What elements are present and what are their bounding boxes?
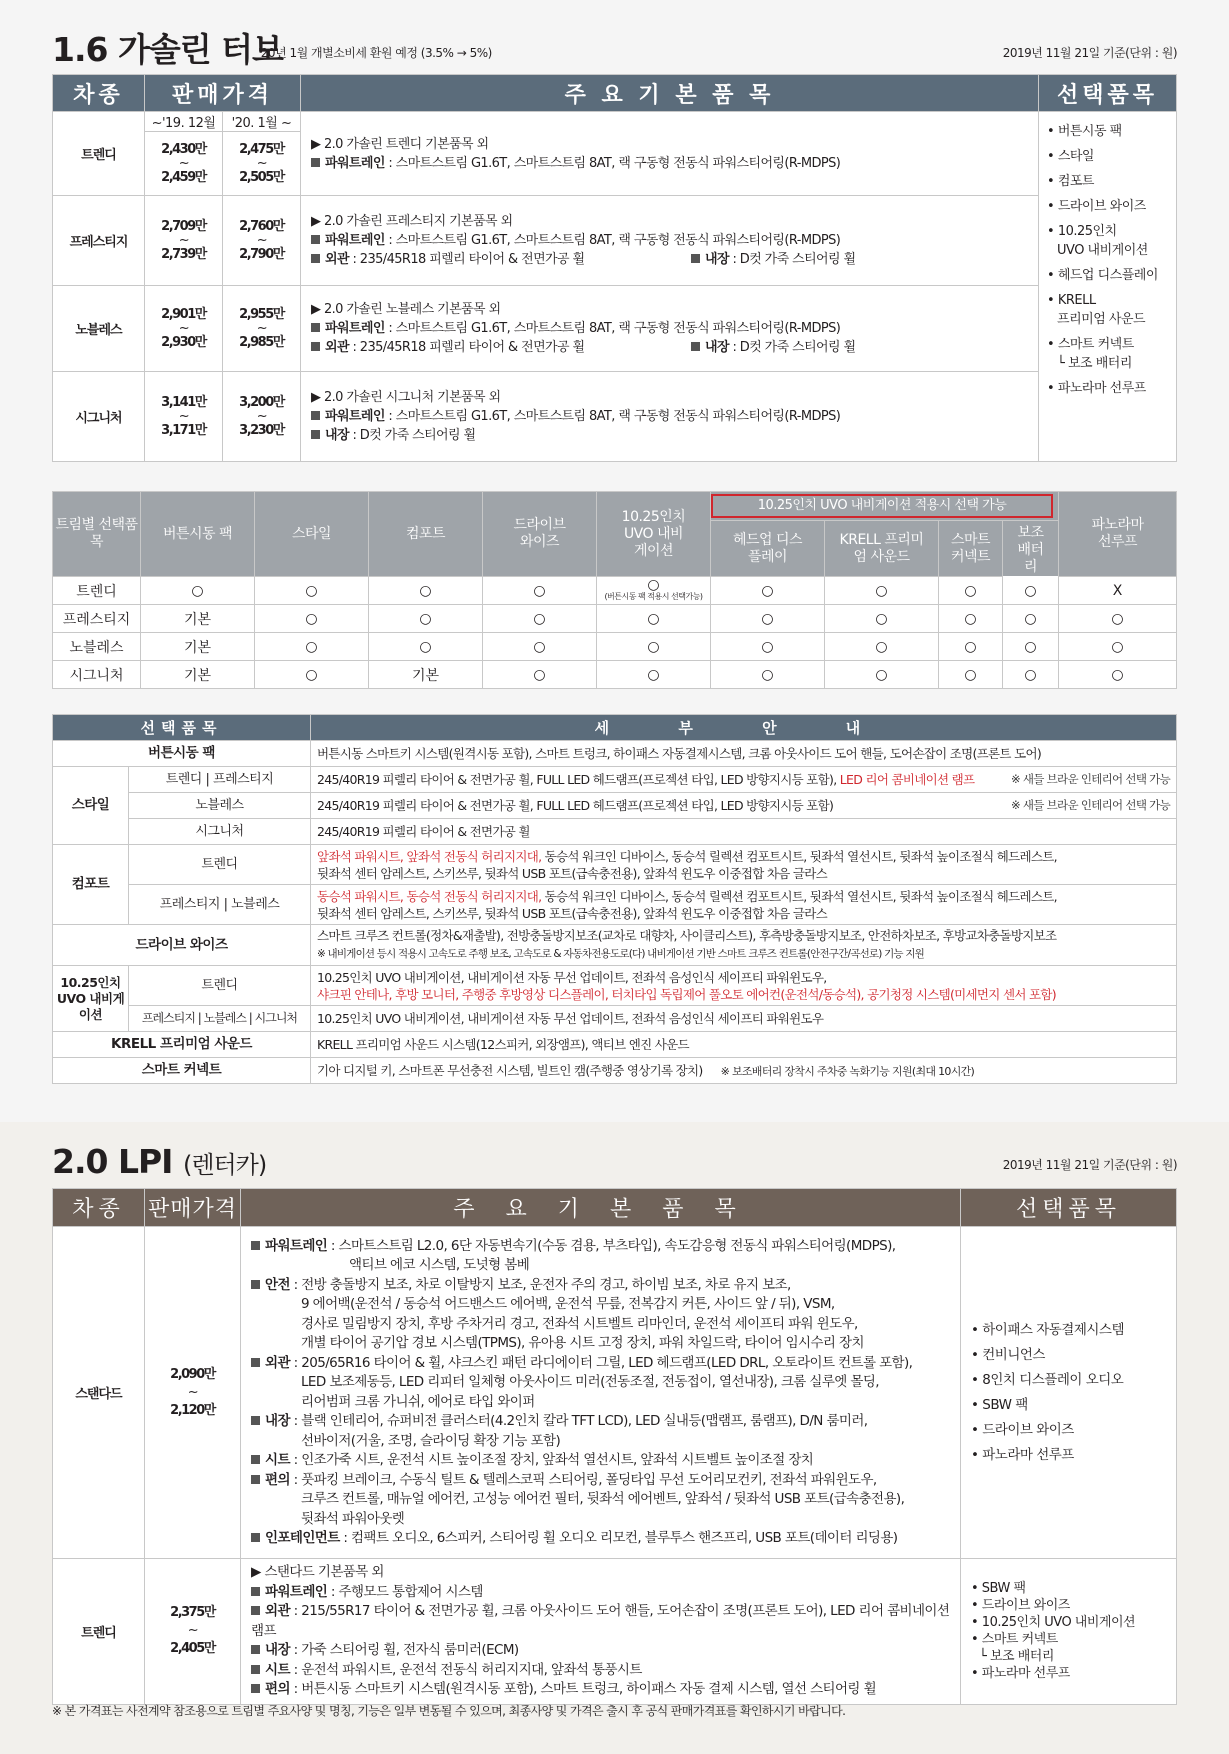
feature-cell: ▶ 2.0 가솔린 노블레스 기본품목 외 파워트레인 : 스마트스트림 G1.6T, 스마트스트림 8AT, 랙 구동형 전동식 파워스티어링(R-MDPS) 외관 : 235/45R18 피렐리 타이어 & 전면가공 휠 내장 : D컷 가죽 스티어링 휠 (301, 286, 1039, 372)
nav-option-group: 10.25인치 UVO 내비게이션 적용시 선택 가능 (711, 492, 1059, 521)
col-model: 차종 (53, 75, 145, 112)
trim-name: 트렌디 (53, 112, 145, 196)
col-options: 선택품목 (1039, 75, 1177, 112)
price-2020: 3,200만 ~ 3,230만 (223, 372, 301, 462)
matrix-h-krell: KRELL 프리미엄 사운드 (825, 521, 939, 577)
matrix-h-style: 스타일 (255, 492, 369, 577)
feature-cell: ▶ 2.0 가솔린 프레스티지 기본품목 외 파워트레인 : 스마트스트림 G1.6T, 스마트스트림 8AT, 랙 구동형 전동식 파워스티어링(R-MDPS) 외관 : 235/45R18 피렐리 타이어 & 전면가공 휠 내장 : D컷 가죽 스티어링 휠 (301, 196, 1039, 286)
lpi-table: 차종 판매가격 주 요 기 본 품 목 선택품목 스탠다드 2,090만 ~ 2,120만 파워트레인 : 스마트스트림 L2.0, 6단 자동변속기(수동 겸용, 부츠타입), 속도감응형 전동식 파워스티어링(MDPS), 액티브 에코 시스템, 도넛형 봄베 안전 : 전방 충돌방지 보조, 차로 이탈방지 보조, 운전자 주의 경고, 하이빔 보조, 차로 유지 보조, 9 에어백(운전석 / 동승석 어드밴스드 에어백, 운전석 무릎, 전복감지 커튼, 사이드 앞 / 뒤), VSM, 경사로 밀림방지 장치, 후방 주차거리 경고, 전좌석 시트벨트 리마인더, 운전석 세이프티 파워 윈도우, 개별 타이어 공기압 경보 시스템(TPMS), 유아용 시트 고정 장치, 파워 차일드락, 타이어 임시수리 장치 외관 : 205/65R16 타이어 & 휠, 샤크스킨 패턴 라디에이터 그릴, LED 헤드램프(LED DRL, 오토라이트 컨트롤 포함), LED 보조제동등, LED 리피터 일체형 아웃사이드 미러(전동조절, 전동접이, 열선내장), 크롬 실루엣 몰딩, 리어범퍼 크롬 가니쉬, 에어로 타입 와이퍼 내장 : 블랙 인테리어, 슈퍼비전 클러스터(4.2인치 칼라 TFT LCD), LED 실내등(맵램프, 룸램프), D/N 룸미러, 선바이저(거울, 조명, 슬라이딩 확장 기능 포함) 시트 : 인조가죽 시트, 운전석 시트 높이조절 장치, 앞좌석 열선시트, 앞좌석 시트벨트 높이조절 장치 편의 : 풋파킹 브레이크, 수동식 틸트 & 텔레스코픽 스티어링, 폴딩타입 무선 도어리모컨키, 전좌석 파워윈도우, 크루즈 컨트롤, 매뉴얼 에어컨, 고성능 에어컨 필터, 뒷좌석 에어벤트, 앞좌석 / 뒷좌석 USB 포트(급속충전용), 뒷좌석 파워아웃렛 인포테인먼트 : 컴팩트 오디오, 6스피커, 스티어링 휠 오디오 리모컨, 블루투스 핸즈프리, USB 포트(데이터 리딩용) • 하이패스 자동결제시스템 • 컨비니언스 • 8인치 디스플레이 오디오 • SBW 팩 • 드라이브 와이즈 • 파노라마 선루프 트렌디 2,375만 ~ 2,405만 ▶ 스탠다드 기본품목 외 파워트레인 : 주행모드 통합제어 시스템 외관 : 215/55R17 타이어 & 전면가공 휠, 크롬 아웃사이드 도어 핸들, 도어손잡이 조명(프론트 도어), LED 리어 콤비네이션 램프 내장 : 가죽 스티어링 휠, 전자식 룸미러(ECM) 시트 : 운전석 파워시트, 운전석 전동식 허리지지대, 앞좌석 통풍시트 편의 : 버튼시동 스마트키 시스템(원격시동 포함), 스마트 트렁크, 하이패스 자동 결제 시스템, 열선 스티어링 휠 • SBW 팩 • 드라이브 와이즈 • 10.25인치 UVO 내비게이션 • 스마트 커넥트 └ 보조 배터리 • 파노라마 선루프 (52, 1188, 1177, 1705)
matrix-h-trim: 트림별 선택품목 (53, 492, 141, 577)
detail-h-info: 세 부 안 내 (311, 715, 1177, 741)
matrix-h-nav: 10.25인치 UVO 내비게이션 (597, 492, 711, 577)
matrix-trim: 프레스티지 (53, 605, 141, 633)
price-2020: 2,955만 ~ 2,985만 (223, 286, 301, 372)
price-2019: 2,901만 ~ 2,930만 (145, 286, 223, 372)
feature-cell: ▶ 2.0 가솔린 시그니처 기본품목 외 파워트레인 : 스마트스트림 G1.6T, 스마트스트림 8AT, 랙 구동형 전동식 파워스티어링(R-MDPS) 내장 : D컷 가죽 스티어링 휠 (301, 372, 1039, 462)
std-feature-cell: 파워트레인 : 스마트스트림 L2.0, 6단 자동변속기(수동 겸용, 부츠타입), 속도감응형 전동식 파워스티어링(MDPS), 액티브 에코 시스템, 도넛형 봄베 안전 : 전방 충돌방지 보조, 차로 이탈방지 보조, 운전자 주의 경고, 하이빔 보조, 차로 유지 보조, 9 에어백(운전석 / 동승석 어드밴스드 에어백, 운전석 무릎, 전복감지 커튼, 사이드 앞 / 뒤), VSM, 경사로 밀림방지 장치, 후방 주차거리 경고, 전좌석 시트벨트 리마인더, 운전석 세이프티 파워 윈도우, 개별 타이어 공기압 경보 시스템(TPMS), 유아용 시트 고정 장치, 파워 차일드락, 타이어 임시수리 장치 외관 : 205/65R16 타이어 & 휠, 샤크스킨 패턴 라디에이터 그릴, LED 헤드램프(LED DRL, 오토라이트 컨트롤 포함), LED 보조제동등, LED 리피터 일체형 아웃사이드 미러(전동조절, 전동접이, 열선내장), 크롬 실루엣 몰딩, 리어범퍼 크롬 가니쉬, 에어로 타입 와이퍼 내장 : 블랙 인테리어, 슈퍼비전 클러스터(4.2인치 칼라 TFT LCD), LED 실내등(맵램프, 룸램프), D/N 룸미러, 선바이저(거울, 조명, 슬라이딩 확장 기능 포함) 시트 : 인조가죽 시트, 운전석 시트 높이조절 장치, 앞좌석 열선시트, 앞좌석 시트벨트 높이조절 장치 편의 : 풋파킹 브레이크, 수동식 틸트 & 텔레스코픽 스티어링, 폴딩타입 무선 도어리모컨키, 전좌석 파워윈도우, 크루즈 컨트롤, 매뉴얼 에어컨, 고성능 에어컨 필터, 뒷좌석 에어벤트, 앞좌석 / 뒷좌석 USB 포트(급속충전용), 뒷좌석 파워아웃렛 인포테인먼트 : 컴팩트 오디오, 6스피커, 스티어링 휠 오디오 리모컨, 블루투스 핸즈프리, USB 포트(데이터 리딩용) (241, 1227, 961, 1559)
trim-name: 노블레스 (53, 286, 145, 372)
matrix-h-hud: 헤드업 디스플레이 (711, 521, 825, 577)
trim-price-table (52, 74, 1177, 462)
tax-note: '20년 1월 개별소비세 환원 예정 (3.5% → 5%) (258, 46, 492, 60)
price-2020: 2,760만 ~ 2,790만 (223, 196, 301, 286)
matrix-h-sunroof: 파노라마 선루프 (1059, 492, 1177, 577)
matrix-h-battery: 보조 배터리 (1003, 521, 1059, 577)
lpi-section (0, 1122, 1229, 1754)
feature-cell: ▶ 2.0 가솔린 트렌디 기본품목 외 파워트레인 : 스마트스트림 G1.6T, 스마트스트림 8AT, 랙 구동형 전동식 파워스티어링(R-MDPS) (301, 112, 1039, 196)
price-2019: 3,141만 ~ 3,171만 (145, 372, 223, 462)
matrix-h-drivewise: 드라이브 와이즈 (483, 492, 597, 577)
trim-name: 프레스티지 (53, 196, 145, 286)
price-2020: 2,475만 ~ 2,505만 (223, 132, 301, 196)
matrix-h-button: 버튼시동 팩 (141, 492, 255, 577)
trendy-option-list: • SBW 팩 • 드라이브 와이즈 • 10.25인치 UVO 내비게이션 • 스마트 커넥트 └ 보조 배터리 • 파노라마 선루프 (961, 1559, 1177, 1705)
option-matrix: 트림별 선택품목 버튼시동 팩 스타일 컴포트 드라이브 와이즈 10.25인치 UVO 내비게이션 10.25인치 UVO 내비게이션 적용시 선택 가능 파노라마 선루프 헤드업 디스플레이 KRELL 프리미엄 사운드 스마트 커넥트 보조 배터리 트렌디 ○ ○ ○ ○ ○ (버튼시동 팩 적용시 선택가능) ○ ○ ○ ○ X 프레스티지 기본 ○ ○ ○ ○ ○ ○ ○ ○ ○ 노블레스 기본 ○ ○ ○ ○ ○ ○ ○ ○ ○ 시그니처 기본 ○ 기본 ○ ○ ○ ○ ○ ○ ○ (52, 491, 1177, 689)
price-2019: 2,430만 ~ 2,459만 (145, 132, 223, 196)
period-label: '20. 1월 ~ (223, 112, 301, 132)
std-option-list: • 하이패스 자동결제시스템 • 컨비니언스 • 8인치 디스플레이 오디오 • SBW 팩 • 드라이브 와이즈 • 파노라마 선루프 (961, 1227, 1177, 1559)
matrix-h-smartconnect: 스마트 커넥트 (939, 521, 1003, 577)
matrix-h-comfort: 컴포트 (369, 492, 483, 577)
price-2019: 2,709만 ~ 2,739만 (145, 196, 223, 286)
section-title: 1.6 가솔린 터보 (52, 30, 283, 69)
matrix-trim: 시그니처 (53, 661, 141, 689)
option-detail-table: 선택품목 세 부 안 내 버튼시동 팩 버튼시동 스마트키 시스템(원격시동 포함), 스마트 트렁크, 하이패스 자동결제시스템, 크롬 아웃사이드 도어 핸들, 도어손잡이 조명(프론트 도어) 스타일 트렌디 | 프레스티지 ※ 새들 브라운 인테리어 선택 가능 245/40R19 피렐리 타이어 & 전면가공 휠, FULL LED 헤드램프(프로젝션 타입, LED 방향지시등 포함), LED 리어 콤비네이션 램프 노블레스 ※ 새들 브라운 인테리어 선택 가능 245/40R19 피렐리 타이어 & 전면가공 휠, FULL LED 헤드램프(프로젝션 타입, LED 방향지시등 포함) 시그니처 245/40R19 피렐리 타이어 & 전면가공 휠 컴포트 트렌디 앞좌석 파워시트, 앞좌석 전동식 허리지지대, 동승석 워크인 디바이스, 동승석 릴렉션 컴포트시트, 뒷좌석 열선시트, 뒷좌석 높이조절식 헤드레스트, 뒷좌석 센터 암레스트, 스키쓰루, 뒷좌석 USB 포트(급속충전용), 앞좌석 윈도우 이중접합 차음 글라스 프레스티지 | 노블레스 동승석 파워시트, 동승석 전동식 허리지지대, 동승석 워크인 디바이스, 동승석 릴렉션 컴포트시트, 뒷좌석 열선시트, 뒷좌석 높이조절식 헤드레스트, 뒷좌석 센터 암레스트, 스키쓰루, 뒷좌석 USB 포트(급속충전용), 앞좌석 윈도우 이중접합 차음 글라스 드라이브 와이즈 스마트 크루즈 컨트롤(정차&재출발), 전방충돌방지보조(교차로 대향차, 사이클리스트), 후측방충돌방지보조, 안전하차보조, 후방교차충돌방지보조 ※ 내비게이션 등시 적용시 고속도로 주행 보조, 고속도로 & 자동차전용도로(다) 내비게이션 기반 스마트 크루즈 컨트롤(안전구간/곡선로) 기능 지원 10.25인치 UVO 내비게이션 트렌디 10.25인치 UVO 내비게이션, 내비게이션 자동 무선 업데이트, 전좌석 음성인식 세이프티 파워윈도우, 샤크핀 안테나, 후방 모니터, 주행중 후방영상 디스플레이, 터치타입 독립제어 풀오토 에어컨(운전석/동승석), 공기청정 시스템(미세먼지 센서 포함) 프레스티지 | 노블레스 | 시그니처 10.25인치 UVO 내비게이션, 내비게이션 자동 무선 업데이트, 전좌석 음성인식 세이프티 파워윈도우 KRELL 프리미엄 사운드 KRELL 프리미엄 사운드 시스템(12스피커, 외장앰프), 액티브 엔진 사운드 스마트 커넥트 기아 디지털 키, 스마트폰 무선충전 시스템, 빌트인 캠(주행중 영상기록 장치) ※ 보조배터리 장착시 주차중 녹화기능 지원(최대 10시간) (52, 714, 1177, 1084)
col-price: 판매가격 (145, 75, 301, 112)
trim-name: 시그니처 (53, 372, 145, 462)
section-title: 2.0 LPI (렌터카) (52, 1142, 267, 1181)
col-features: 주 요 기 본 품 목 (301, 75, 1039, 112)
trendy-feature-cell: ▶ 스탠다드 기본품목 외 파워트레인 : 주행모드 통합제어 시스템 외관 : 215/55R17 타이어 & 전면가공 휠, 크롬 아웃사이드 도어 핸들, 도어손잡이 조명(프론트 도어), LED 리어 콤비네이션 램프 내장 : 가죽 스티어링 휠, 전자식 룸미러(ECM) 시트 : 운전석 파워시트, 운전석 전동식 허리지지대, 앞좌석 통풍시트 편의 : 버튼시동 스마트키 시스템(원격시동 포함), 스마트 트렁크, 하이패스 자동 결제 시스템, 열선 스티어링 휠 (241, 1559, 961, 1705)
price-date: 2019년 11월 21일 기준(단위 : 원) (1002, 46, 1177, 60)
footnote: ※ 본 가격표는 사전계약 참조용으로 트림별 주요사양 및 명칭, 기능은 일부 변동될 수 있으며, 최종사양 및 가격은 출시 후 공식 판매가격표를 확인하시기 바랍니다. (52, 1704, 846, 1718)
price-date: 2019년 11월 21일 기준(단위 : 원) (1002, 1158, 1177, 1172)
period-label: ~'19. 12월 (145, 112, 223, 132)
matrix-trim: 트렌디 (53, 577, 141, 605)
option-list: • 버튼시동 팩 • 스타일 • 컴포트 • 드라이브 와이즈 • 10.25인치 UVO 내비게이션 • 헤드업 디스플레이 • KRELL 프리미엄 사운드 • 스마트 커넥트 └ 보조 배터리 • 파노라마 선루프 (1039, 112, 1177, 462)
detail-h-option: 선택품목 (53, 715, 311, 741)
matrix-trim: 노블레스 (53, 633, 141, 661)
matrix-nav-cell: ○ (버튼시동 팩 적용시 선택가능) (597, 577, 711, 605)
